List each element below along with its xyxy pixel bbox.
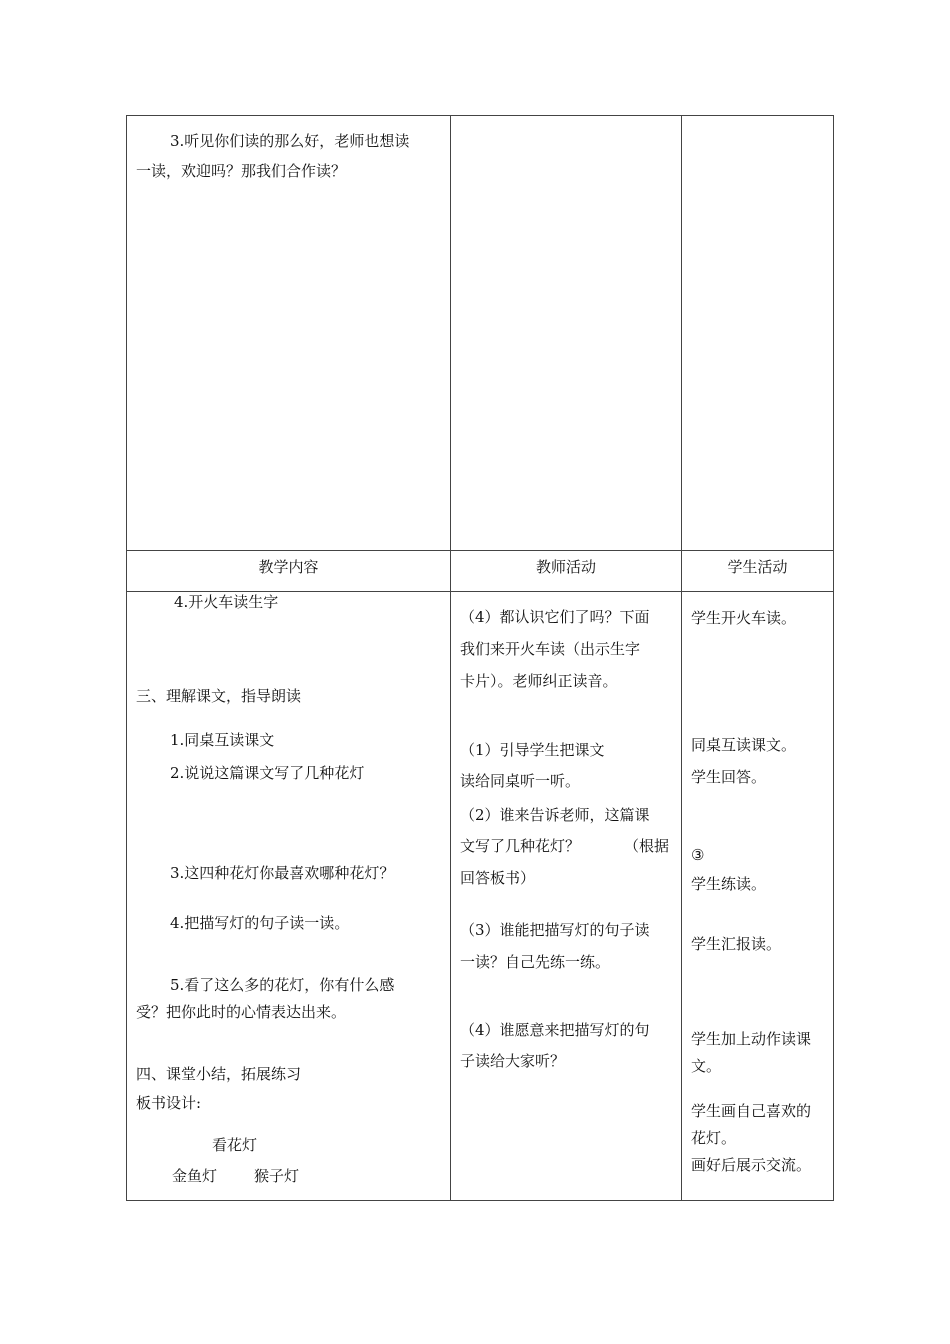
teacher-step-3-note: （根据 — [624, 837, 670, 855]
student-activity-7-line-1: 学生画自己喜欢的 — [691, 1102, 812, 1120]
teacher-step-1-line-2: 我们来开火车读（出示生字 — [460, 640, 641, 658]
header-student: 学生活动 — [727, 558, 788, 576]
student-activity-3: 学生回答。 — [691, 768, 767, 786]
content-item-3: 3.这四种花灯你最喜欢哪种花灯？ — [170, 864, 395, 882]
teacher-step-1-line-1: （4）都认识它们了吗？下面 — [460, 608, 650, 626]
teacher-step-4-line-1: （3）谁能把描写灯的句子读 — [460, 921, 650, 939]
column-divider-1 — [450, 115, 451, 1201]
top-content-line-2: 一读，欢迎吗？那我们合作读？ — [136, 162, 347, 180]
content-section-three: 三、理解课文，指导朗读 — [136, 687, 302, 705]
student-activity-2: 同桌互读课文。 — [691, 736, 797, 754]
teacher-step-5-line-2: 子读给大家听？ — [460, 1052, 566, 1070]
student-activity-4: 学生练读。 — [691, 875, 767, 893]
teacher-step-2-line-1: （1）引导学生把课文 — [460, 741, 605, 759]
student-activity-7-line-2: 花灯。 — [691, 1129, 737, 1147]
table-bottom-border — [126, 1200, 834, 1201]
student-marker: ③ — [691, 846, 705, 864]
header-teacher: 教师活动 — [535, 558, 596, 576]
student-activity-1: 学生开火车读。 — [691, 609, 797, 627]
content-item-1: 1.同桌互读课文 — [170, 731, 275, 749]
teacher-step-2-line-2: 读给同桌听一听。 — [460, 772, 581, 790]
student-activity-8: 画好后展示交流。 — [691, 1156, 812, 1174]
top-content-line-1: 3.听见你们读的那么好，老师也想读 — [170, 132, 410, 150]
table-right-border — [833, 115, 834, 1201]
board-title: 看花灯 — [212, 1136, 258, 1154]
content-board-design: 板书设计: — [136, 1094, 202, 1112]
table-top-border — [126, 115, 834, 116]
teacher-step-1-line-3: 卡片）。老师纠正读音。 — [460, 672, 618, 690]
content-item-5-line-2: 受？把你此时的心情表达出来。 — [136, 1003, 347, 1021]
content-item-4: 4.把描写灯的句子读一读。 — [170, 914, 350, 932]
content-item-2: 2.说说这篇课文写了几种花灯 — [170, 764, 365, 782]
teacher-step-3-line-1: （2）谁来告诉老师，这篇课 — [460, 806, 650, 824]
column-divider-2 — [681, 115, 682, 1201]
teacher-step-3-line-2: 文写了几种花灯？ — [460, 837, 581, 855]
header-content: 教学内容 — [258, 558, 319, 576]
teacher-step-4-line-2: 一读？自己先练一练。 — [460, 953, 611, 971]
table-left-border — [126, 115, 127, 1201]
header-top-border — [126, 550, 834, 551]
board-goldfish-lantern: 金鱼灯 — [172, 1167, 218, 1185]
student-activity-6-line-1: 学生加上动作读课 — [691, 1030, 812, 1048]
content-item-5-line-1: 5.看了这么多的花灯，你有什么感 — [170, 976, 395, 994]
board-monkey-lantern: 猴子灯 — [254, 1167, 300, 1185]
content-section-four: 四、课堂小结，拓展练习 — [136, 1065, 302, 1083]
student-activity-6-line-2: 文。 — [691, 1057, 722, 1075]
teacher-step-5-line-1: （4）谁愿意来把描写灯的句 — [460, 1021, 650, 1039]
content-train-reading: 4.开火车读生字 — [174, 593, 279, 611]
teacher-step-3-line-3: 回答板书） — [460, 869, 536, 887]
student-activity-5: 学生汇报读。 — [691, 935, 782, 953]
